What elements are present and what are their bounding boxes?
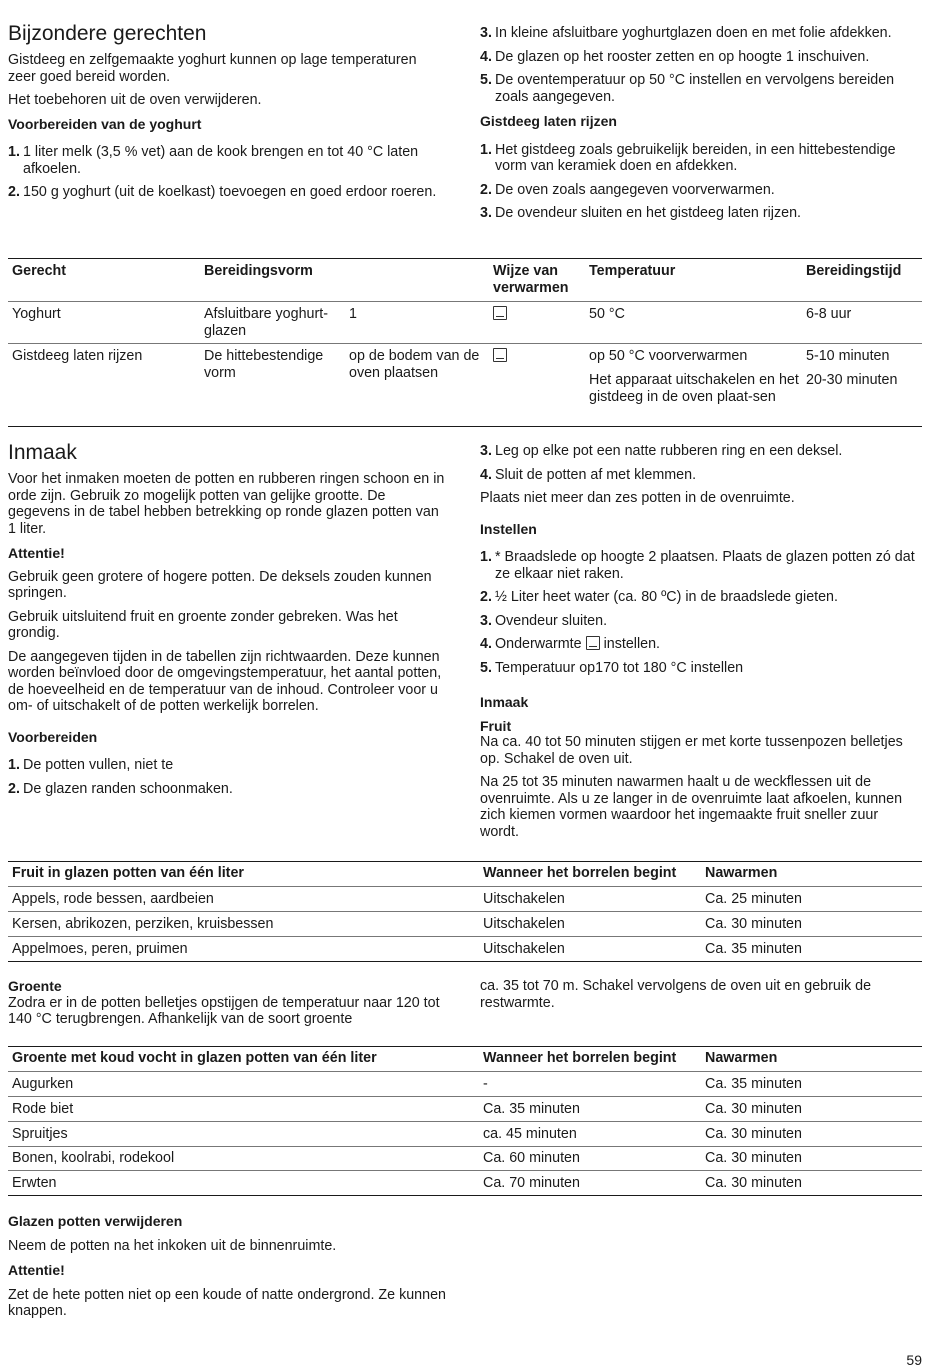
subheading-verwijderen: Glazen potten verwijderen (8, 1213, 183, 1229)
bottom-heat-icon (493, 306, 507, 320)
table-cell: Ca. 70 minuten (483, 1175, 580, 1191)
groente-text: ca. 35 tot 70 m. Schakel vervolgens de oven uit en gebruik de restwarmte. (480, 978, 872, 1011)
table-cell: Uitschakelen (483, 891, 565, 907)
list-item: 4. Onderwarmte instellen. (480, 636, 661, 652)
table-cell: Erwten (12, 1175, 57, 1191)
table-cell: Ca. 30 minuten (705, 1126, 802, 1142)
table-cell: Ca. 30 minuten (705, 1150, 802, 1166)
table-header-bereidingstijd: Bereidingstijd (806, 263, 902, 279)
attentie-text: De aangegeven tijden in de tabellen zijn richtwaarden. Deze kunnen worden beïnvloed door de omgevingstemperatuur, het aantal potten, de hoeveelheid en de temperatuur van de inhoud. Controleer voor u om- of uitschakelt of de potten werkelijk borrelen. (8, 648, 442, 714)
subheading-yoghurt: Voorbereiden van de yoghurt (8, 115, 202, 132)
groente-right (480, 978, 920, 1011)
list-item: 2. De oven zoals aangegeven voorverwarmen. (480, 181, 775, 198)
section-inmaak-right (480, 443, 920, 840)
groente-text: Zodra er in de potten belletjes opstijgen de temperatuur naar 120 tot 140 °C terugbrengen. Afhankelijk van de soort groente (8, 994, 440, 1027)
table-cell: Yoghurt (12, 306, 61, 322)
table-cell: Appels, rode bessen, aardbeien (12, 891, 214, 907)
table-cell: Appelmoes, peren, pruimen (12, 941, 188, 957)
table-header: Wanneer het borrelen begint (483, 865, 677, 881)
attentie-label: Attentie! (8, 1262, 65, 1278)
table-header-gerecht: Gerecht (12, 263, 67, 279)
max-pots-note: Plaats niet meer dan zes potten in de ovenruimte. (480, 490, 795, 506)
list-item: 3. In kleine afsluitbare yoghurtglazen doen en met folie afdekken. (480, 25, 892, 41)
yoghurt-steps-list (8, 144, 448, 201)
table-header: Fruit in glazen potten van één liter (12, 865, 244, 881)
table-cell: ca. 45 minuten (483, 1126, 577, 1142)
table-cell: Ca. 60 minuten (483, 1150, 580, 1166)
list-item: 4. Sluit de potten af met klemmen. (480, 466, 697, 483)
list-item: 1. * Braadslede op hoogte 2 plaatsen. Plaats de glazen potten zó dat ze elkaar niet raken. (480, 549, 915, 582)
section-bijzondere-left (8, 22, 448, 201)
verwijderen-text: Neem de potten na het inkoken uit de binnenruimte. (8, 1237, 337, 1254)
table-cell: 5-10 minuten (806, 348, 890, 364)
list-item: 2. De glazen randen schoonmaken. (8, 780, 233, 797)
table-header-bereidingsvorm: Bereidingsvorm (204, 263, 313, 279)
section-title-inmaak: Inmaak (8, 441, 77, 464)
inmaak-intro: Voor het inmaken moeten de potten en rubberen ringen schoon en in orde zijn. Gebruik zo mogelijk potten van gelijke grootte. De gegevens in de tabel hebben betrekking op ronde glazen potten van 1 liter. (8, 471, 445, 537)
table-cell: Ca. 35 minuten (705, 941, 802, 957)
table-cell: Spruitjes (12, 1126, 68, 1142)
table-cell: 6-8 uur (806, 306, 852, 322)
groente-left (8, 978, 448, 1028)
table-header-wijze: Wijze van verwarmen (493, 263, 569, 296)
table-cell: Uitschakelen (483, 941, 565, 957)
table-cell: Uitschakelen (483, 916, 565, 932)
table-cell: op 50 °C voorverwarmen (589, 348, 748, 364)
list-item: 1. Het gistdeeg zoals gebruikelijk bereiden, in een hittebestendige vorm van keramiek doen en afdekken. (480, 141, 896, 174)
attentie-text: Gebruik geen grotere of hogere potten. De deksels zouden kunnen springen. (8, 568, 432, 601)
table-cell: Augurken (12, 1076, 74, 1092)
bottom-heat-icon (493, 348, 507, 362)
table-cell: Bonen, koolrabi, rodekool (12, 1150, 175, 1166)
table-header: Nawarmen (705, 1050, 778, 1066)
table-header: Groente met koud vocht in glazen potten van één liter (12, 1050, 377, 1066)
table-header-temperatuur: Temperatuur (589, 263, 676, 279)
list-item: 4. De glazen op het rooster zetten en op hoogte 1 inschuiven. (480, 48, 870, 65)
table-cell: Ca. 30 minuten (705, 1175, 802, 1191)
bottom-heat-icon (586, 636, 600, 650)
table-cell: Ca. 25 minuten (705, 891, 802, 907)
page-number: 59 (906, 1352, 922, 1368)
table-cell: 50 °C (589, 306, 625, 322)
yoghurt-steps-list-cont (480, 25, 920, 105)
table-cell: 1 (349, 306, 357, 322)
table-cell: Ca. 35 minuten (483, 1101, 580, 1117)
intro-paragraph: Gistdeeg en zelfgemaakte yoghurt kunnen op lage temperaturen zeer goed bereid worden. (8, 52, 417, 85)
list-item: 3. De ovendeur sluiten en het gistdeeg laten rijzen. (480, 205, 801, 221)
set-steps-list (480, 549, 920, 676)
list-item: 5. Temperatuur op170 tot 180 °C instellen (480, 659, 744, 676)
table-cell: Ca. 30 minuten (705, 916, 802, 932)
subheading-gistdeeg: Gistdeeg laten rijzen (480, 113, 617, 129)
section-verwijderen (8, 1213, 448, 1320)
list-item: 2. 150 g yoghurt (uit de koelkast) toevoegen en goed erdoor roeren. (8, 184, 437, 200)
section-inmaak-left (8, 441, 448, 797)
list-item: 3. Ovendeur sluiten. (480, 612, 608, 629)
table-cell: 20-30 minuten (806, 372, 898, 388)
table-cell: De hittebestendige vorm (204, 348, 324, 381)
subheading-voorbereiden: Voorbereiden (8, 728, 98, 745)
list-item: 1. 1 liter melk (3,5 % vet) aan de kook brengen en tot 40 °C laten afkoelen. (8, 144, 419, 177)
gist-steps-list (480, 142, 920, 222)
table-cell: Gistdeeg laten rijzen (12, 348, 143, 364)
table-cell: Rode biet (12, 1101, 74, 1117)
table-cell: op de bodem van de oven plaatsen (349, 348, 480, 381)
list-item: 5. De oventemperatuur op 50 °C instellen en vervolgens bereiden zoals aangegeven. (480, 72, 895, 105)
prep-steps-list-cont (480, 443, 920, 483)
attentie-text: Gebruik uitsluitend fruit en groente zonder gebreken. Was het grondig. (8, 608, 398, 641)
table-cell: Ca. 30 minuten (705, 1101, 802, 1117)
section-title-bijzondere: Bijzondere gerechten (8, 22, 207, 45)
attentie-text: Zet de hete potten niet op een koude of natte ondergrond. Ze kunnen knappen. (8, 1286, 446, 1319)
fruit-text: Na ca. 40 tot 50 minuten stijgen er met korte tussenpozen belletjes op. Schakel de oven uit. (480, 734, 903, 767)
list-item: 3. Leg op elke pot een natte rubberen ring en een deksel. (480, 443, 843, 459)
fruit-text: Na 25 tot 35 minuten nawarmen haalt u de weckflessen uit de ovenruimte. Als u ze langer in de ovenruimte laat afkoelen, kunnen zich kiemen vormen waardoor het ingemaakte fruit sneller zuur wordt. (480, 774, 903, 840)
subheading-groente: Groente (8, 978, 62, 994)
list-item: 1. De potten vullen, niet te (8, 757, 174, 773)
section-bijzondere-right (480, 25, 920, 222)
subheading-instellen: Instellen (480, 520, 537, 537)
table-cell: Kersen, abrikozen, perziken, kruisbessen (12, 916, 274, 932)
intro-paragraph: Het toebehoren uit de oven verwijderen. (8, 92, 262, 108)
table-cell: - (483, 1076, 488, 1092)
list-item: 2. ½ Liter heet water (ca. 80 ºC) in de braadslede gieten. (480, 589, 838, 605)
table-header: Nawarmen (705, 865, 778, 881)
subheading-inmaak: Inmaak (480, 694, 529, 710)
table-header: Wanneer het borrelen begint (483, 1050, 677, 1066)
prep-steps-list (8, 757, 448, 797)
attentie-label: Attentie! (8, 545, 65, 561)
table-cell: Het apparaat uitschakelen en het gistdeeg in de oven plaat-sen (589, 372, 799, 405)
table-cell: Ca. 35 minuten (705, 1076, 802, 1092)
table-cell: Afsluitbare yoghurt-glazen (204, 306, 328, 339)
subheading-fruit: Fruit (480, 717, 512, 734)
